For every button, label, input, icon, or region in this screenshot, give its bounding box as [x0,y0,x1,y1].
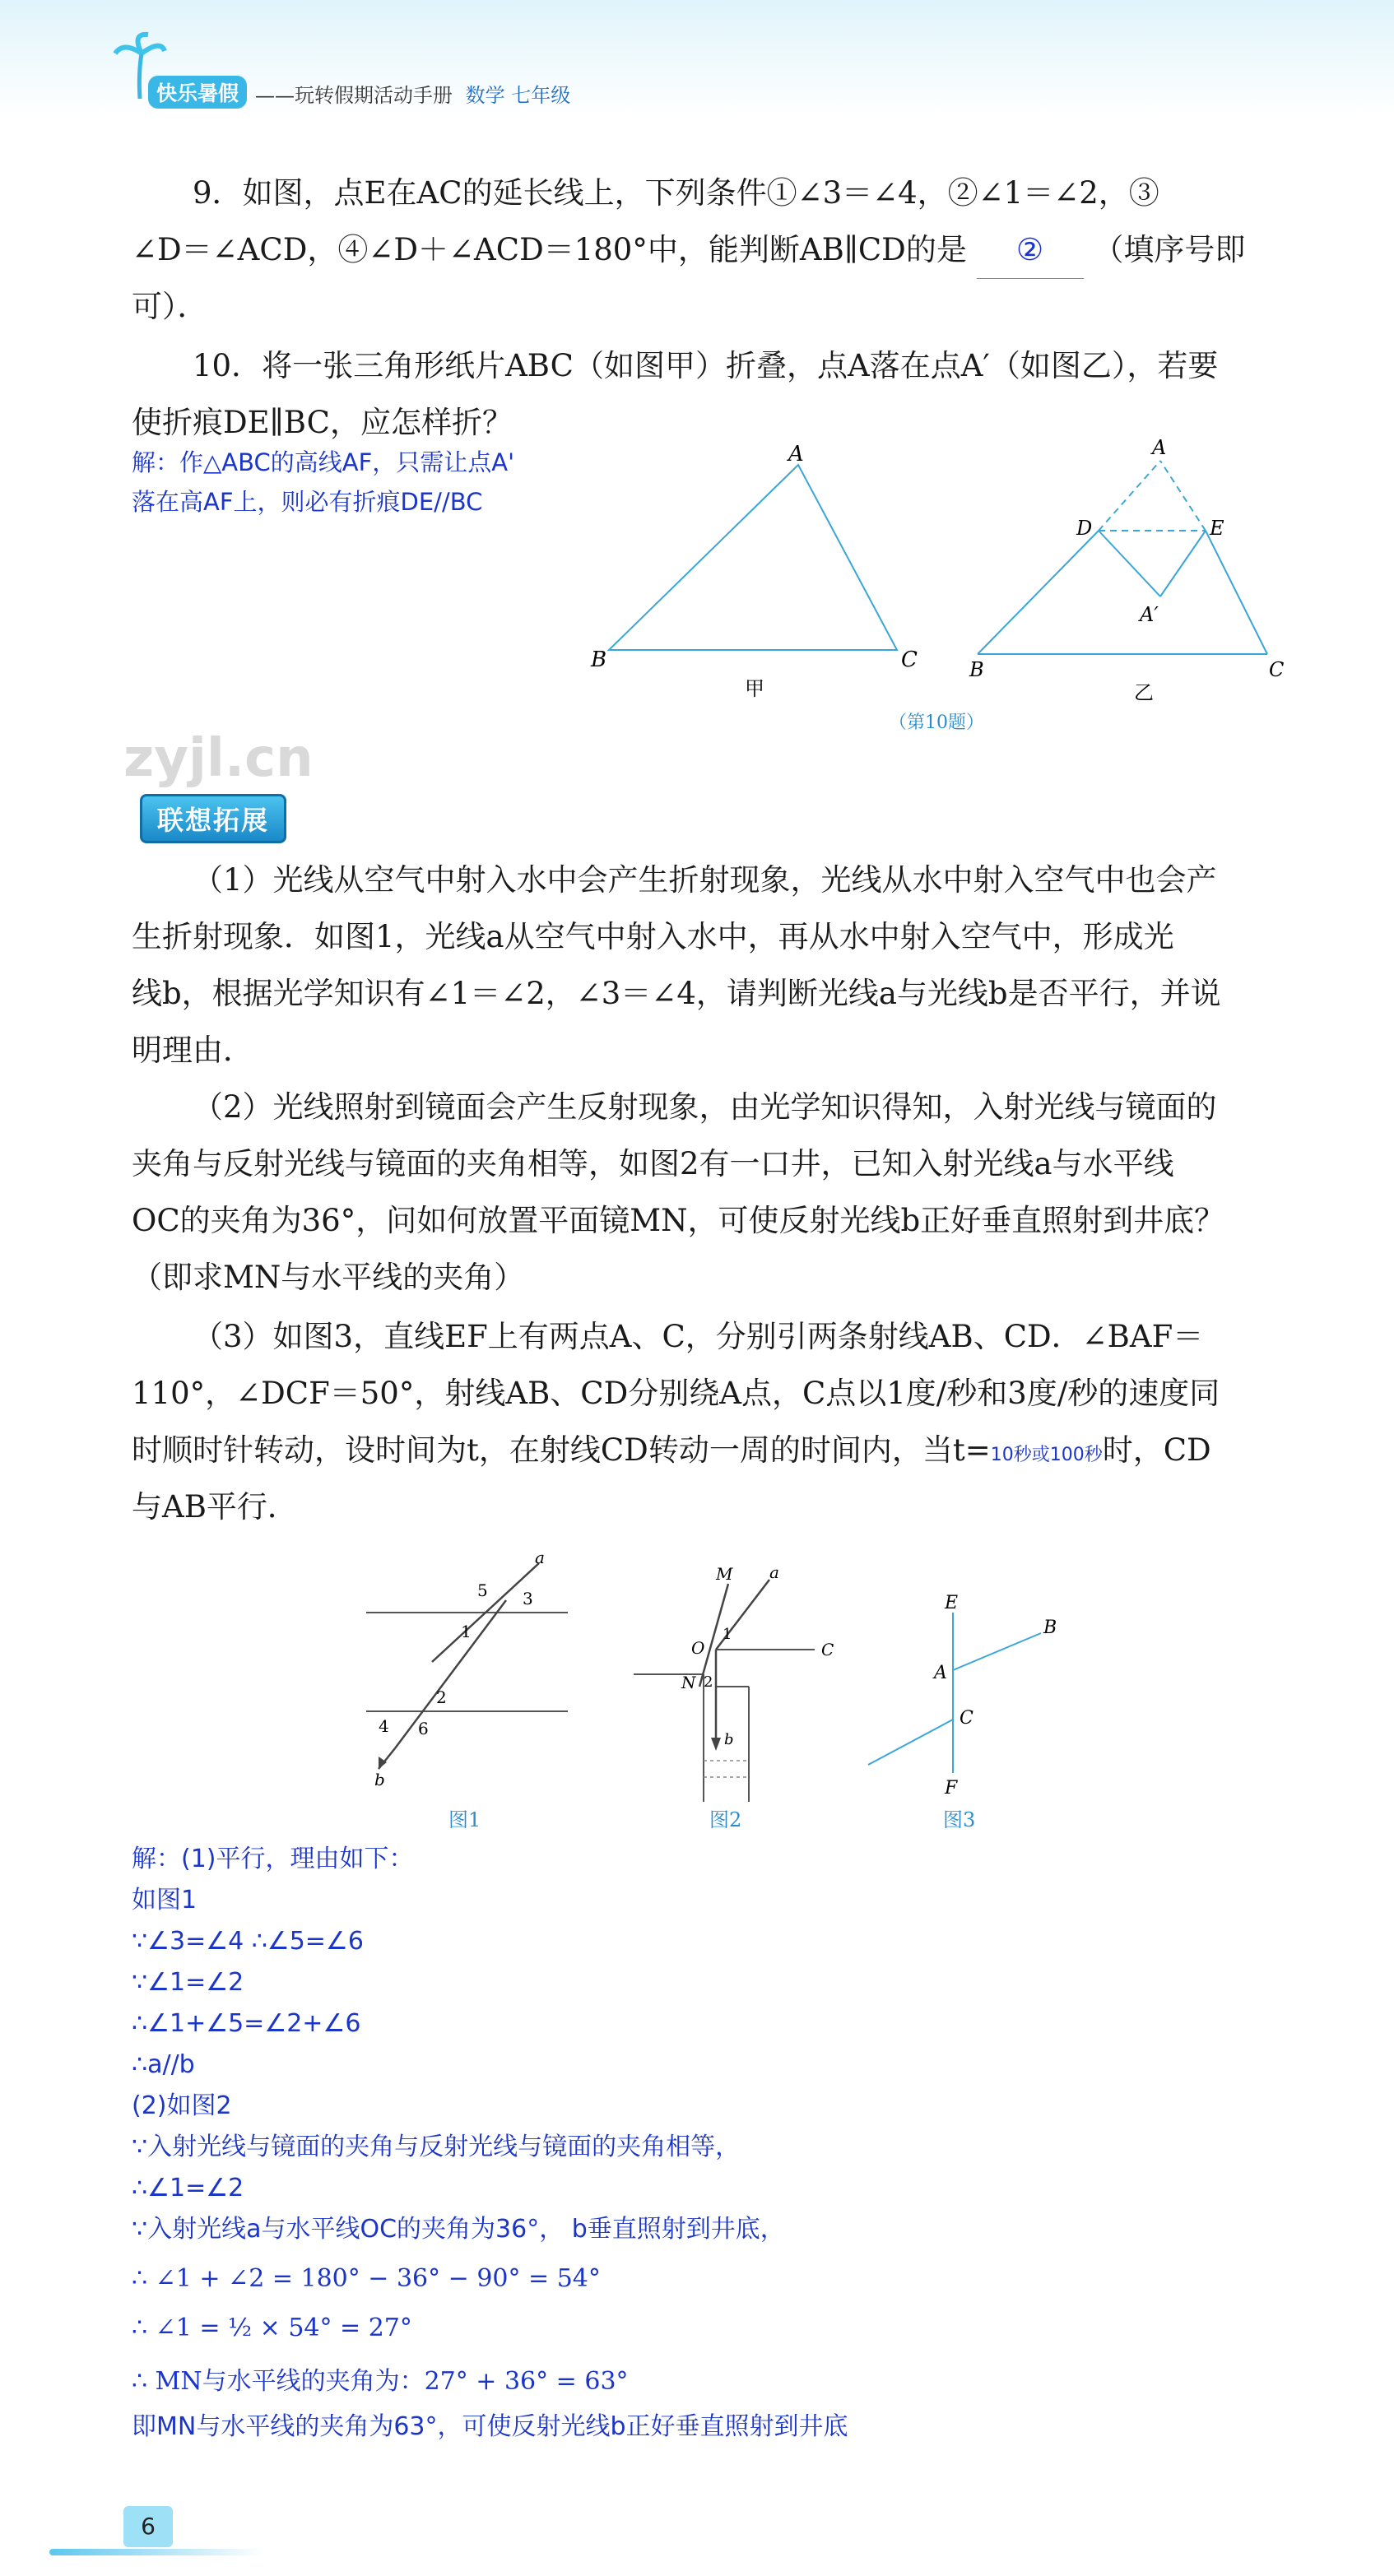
fig1-label-2: 2 [436,1687,447,1707]
fig2-label-a: a [769,1562,779,1582]
jia-caption: 甲 [745,677,764,700]
ext-p1-line1: （1）光线从空气中射入水中会产生折射现象，光线从水中射入空气中也会产 [193,862,1217,898]
yi-label-D: D [1076,517,1093,540]
fig3-label-F: F [945,1778,958,1799]
footer-decoration [49,2549,263,2555]
q9-line3: 可）． [132,289,208,324]
q10-solution-line2: 落在高AF上，则必有折痕DE//BC [132,488,483,516]
q9-line2-text: ∠D＝∠ACD，④∠D＋∠ACD＝180°中，能判断AB∥CD的是 [132,232,967,267]
q10-line1: 10．将一张三角形纸片ABC（如图甲）折叠，点A落在点A′（如图乙），若要 [193,348,1219,383]
fig1-label-a: a [535,1548,545,1567]
fig3-label-B: B [1043,1618,1057,1638]
ext-p3-answer: 10秒或100秒 [990,1445,1103,1465]
header-subtitle-text: ——玩转假期活动手册 [255,84,453,107]
solution-line-7: (2)如图2 [132,2091,232,2120]
q9-line2-tail: （填序号即 [1093,232,1246,267]
fig1-label-b: b [374,1770,385,1789]
fig3-label-E: E [945,1593,959,1613]
solution-line-4: ∵∠1=∠2 [132,1968,244,1997]
solution-line-5: ∴∠1+∠5=∠2+∠6 [132,2009,361,2038]
q10-figure-caption: （第10题） [889,712,984,733]
triangle-jia [609,465,897,650]
watermark: zyjl.cn [123,728,314,789]
header-logo: 快乐暑假 [148,76,247,109]
header-tag: 数学 七年级 [465,84,571,107]
figure-3 [868,1593,1057,1831]
ext-figures [354,1547,1057,1843]
yi-label-B: B [969,658,984,681]
jia-label-B: B [591,647,607,672]
ext-p3-line1: （3）如图3，直线EF上有两点A、C，分别引两条射线AB、CD．∠BAF＝ [193,1319,1204,1354]
q9-line1: 9．如图，点E在AC的延长线上，下列条件①∠3＝∠4，②∠1＝∠2，③ [193,175,1159,211]
fig2-label-M: M [716,1564,733,1584]
ext-p3-line3-tail: 时，CD [1102,1432,1211,1468]
q9-answer: ② [977,221,1084,279]
fig1-label-5: 5 [477,1580,488,1600]
ext-p1-line3: 线b，根据光学知识有∠1＝∠2，∠3＝∠4，请判断光线a与光线b是否平行，并说 [132,976,1221,1011]
q9-line2 [132,221,1284,279]
figure-1 [366,1548,568,1831]
figure-2 [634,1562,834,1831]
solution-line-1: 解：(1)平行，理由如下： [132,1845,414,1873]
solution-line-9: ∴∠1=∠2 [132,2174,244,2202]
fig1-caption: 图1 [448,1808,481,1831]
yi-label-Aprime: A′ [1140,603,1159,626]
ext-p2-line2: 夹角与反射光线与镜面的夹角相等，如图2有一口井，已知入射光线a与水平线 [132,1146,1174,1181]
fig2-label-N: N [681,1673,696,1692]
solution-line-14: 即MN与水平线的夹角为63°，可使反射光线b正好垂直照射到井底 [132,2412,848,2441]
solution-line-12: ∴ ∠1 = ½ × 54° = 27° [132,2314,412,2342]
solution-line-3: ∵∠3=∠4 ∴∠5=∠6 [132,1927,364,1956]
fig2-label-1: 1 [723,1626,732,1643]
ext-p3-line3-text: 时顺时针转动，设时间为t，在射线CD转动一周的时间内，当t= [132,1432,991,1468]
solution-line-10: ∵入射光线a与水平线OC的夹角为36°， b垂直照射到井底， [132,2215,785,2244]
ext-p3-line4: 与AB平行． [132,1489,298,1525]
ext-p2-line3: OC的夹角为36°，问如何放置平面镜MN，可使反射光线b正好垂直照射到井底？ [132,1203,1225,1238]
solution-line-8: ∵入射光线与镜面的夹角与反射光线与镜面的夹角相等， [132,2133,741,2161]
yi-label-A: A [1152,436,1167,459]
jia-label-C: C [901,647,918,672]
q10-line2: 使折痕DE∥BC，应怎样折？ [132,405,513,440]
jia-label-A: A [788,442,804,466]
ext-p2-line4: （即求MN与水平线的夹角） [132,1260,525,1295]
section-title: 联想拓展 [140,794,286,843]
fig1-label-1: 1 [461,1622,472,1641]
fig2-caption: 图2 [709,1808,742,1831]
fig2-label-2: 2 [704,1673,713,1691]
ext-p1-line2: 生折射现象．如图1，光线a从空气中射入水中，再从水中射入空气中，形成光 [132,919,1174,954]
ext-p3-line2: 110°，∠DCF＝50°，射线AB、CD分别绕A点，C点以1度/秒和3度/秒的速度同 [132,1376,1220,1411]
fig1-label-3: 3 [523,1589,533,1608]
fig2-label-C: C [821,1640,834,1659]
solution-line-13: ∴ MN与水平线的夹角为：27° + 36° = 63° [132,2367,629,2396]
ext-p2-line1: （2）光线照射到镜面会产生反射现象，由光学知识得知，入射光线与镜面的 [193,1089,1217,1125]
ext-p3-line3 [132,1422,1284,1483]
fig1-label-6: 6 [418,1719,429,1738]
fig3-caption: 图3 [943,1808,976,1831]
fig3-label-C: C [960,1708,973,1729]
solution-line-6: ∴a//b [132,2050,195,2079]
fig3-label-A: A [934,1663,947,1683]
fig2-label-O: O [691,1638,705,1658]
solution-line-2: 如图1 [132,1886,197,1915]
fig2-label-b: b [724,1731,734,1748]
solution-line-11: ∴ ∠1 + ∠2 = 180° − 36° − 90° = 54° [132,2264,601,2293]
fig1-label-4: 4 [379,1716,389,1736]
yi-label-E: E [1210,517,1224,540]
q10-figures [576,436,1333,749]
header-subtitle [255,79,570,108]
ext-p1-line4: 明理由． [132,1033,253,1068]
page-number: 6 [123,2506,173,2547]
yi-caption: 乙 [1134,681,1154,704]
q10-solution-line1: 解：作△ABC的高线AF，只需让点A' [132,448,515,476]
yi-label-C: C [1269,658,1285,681]
